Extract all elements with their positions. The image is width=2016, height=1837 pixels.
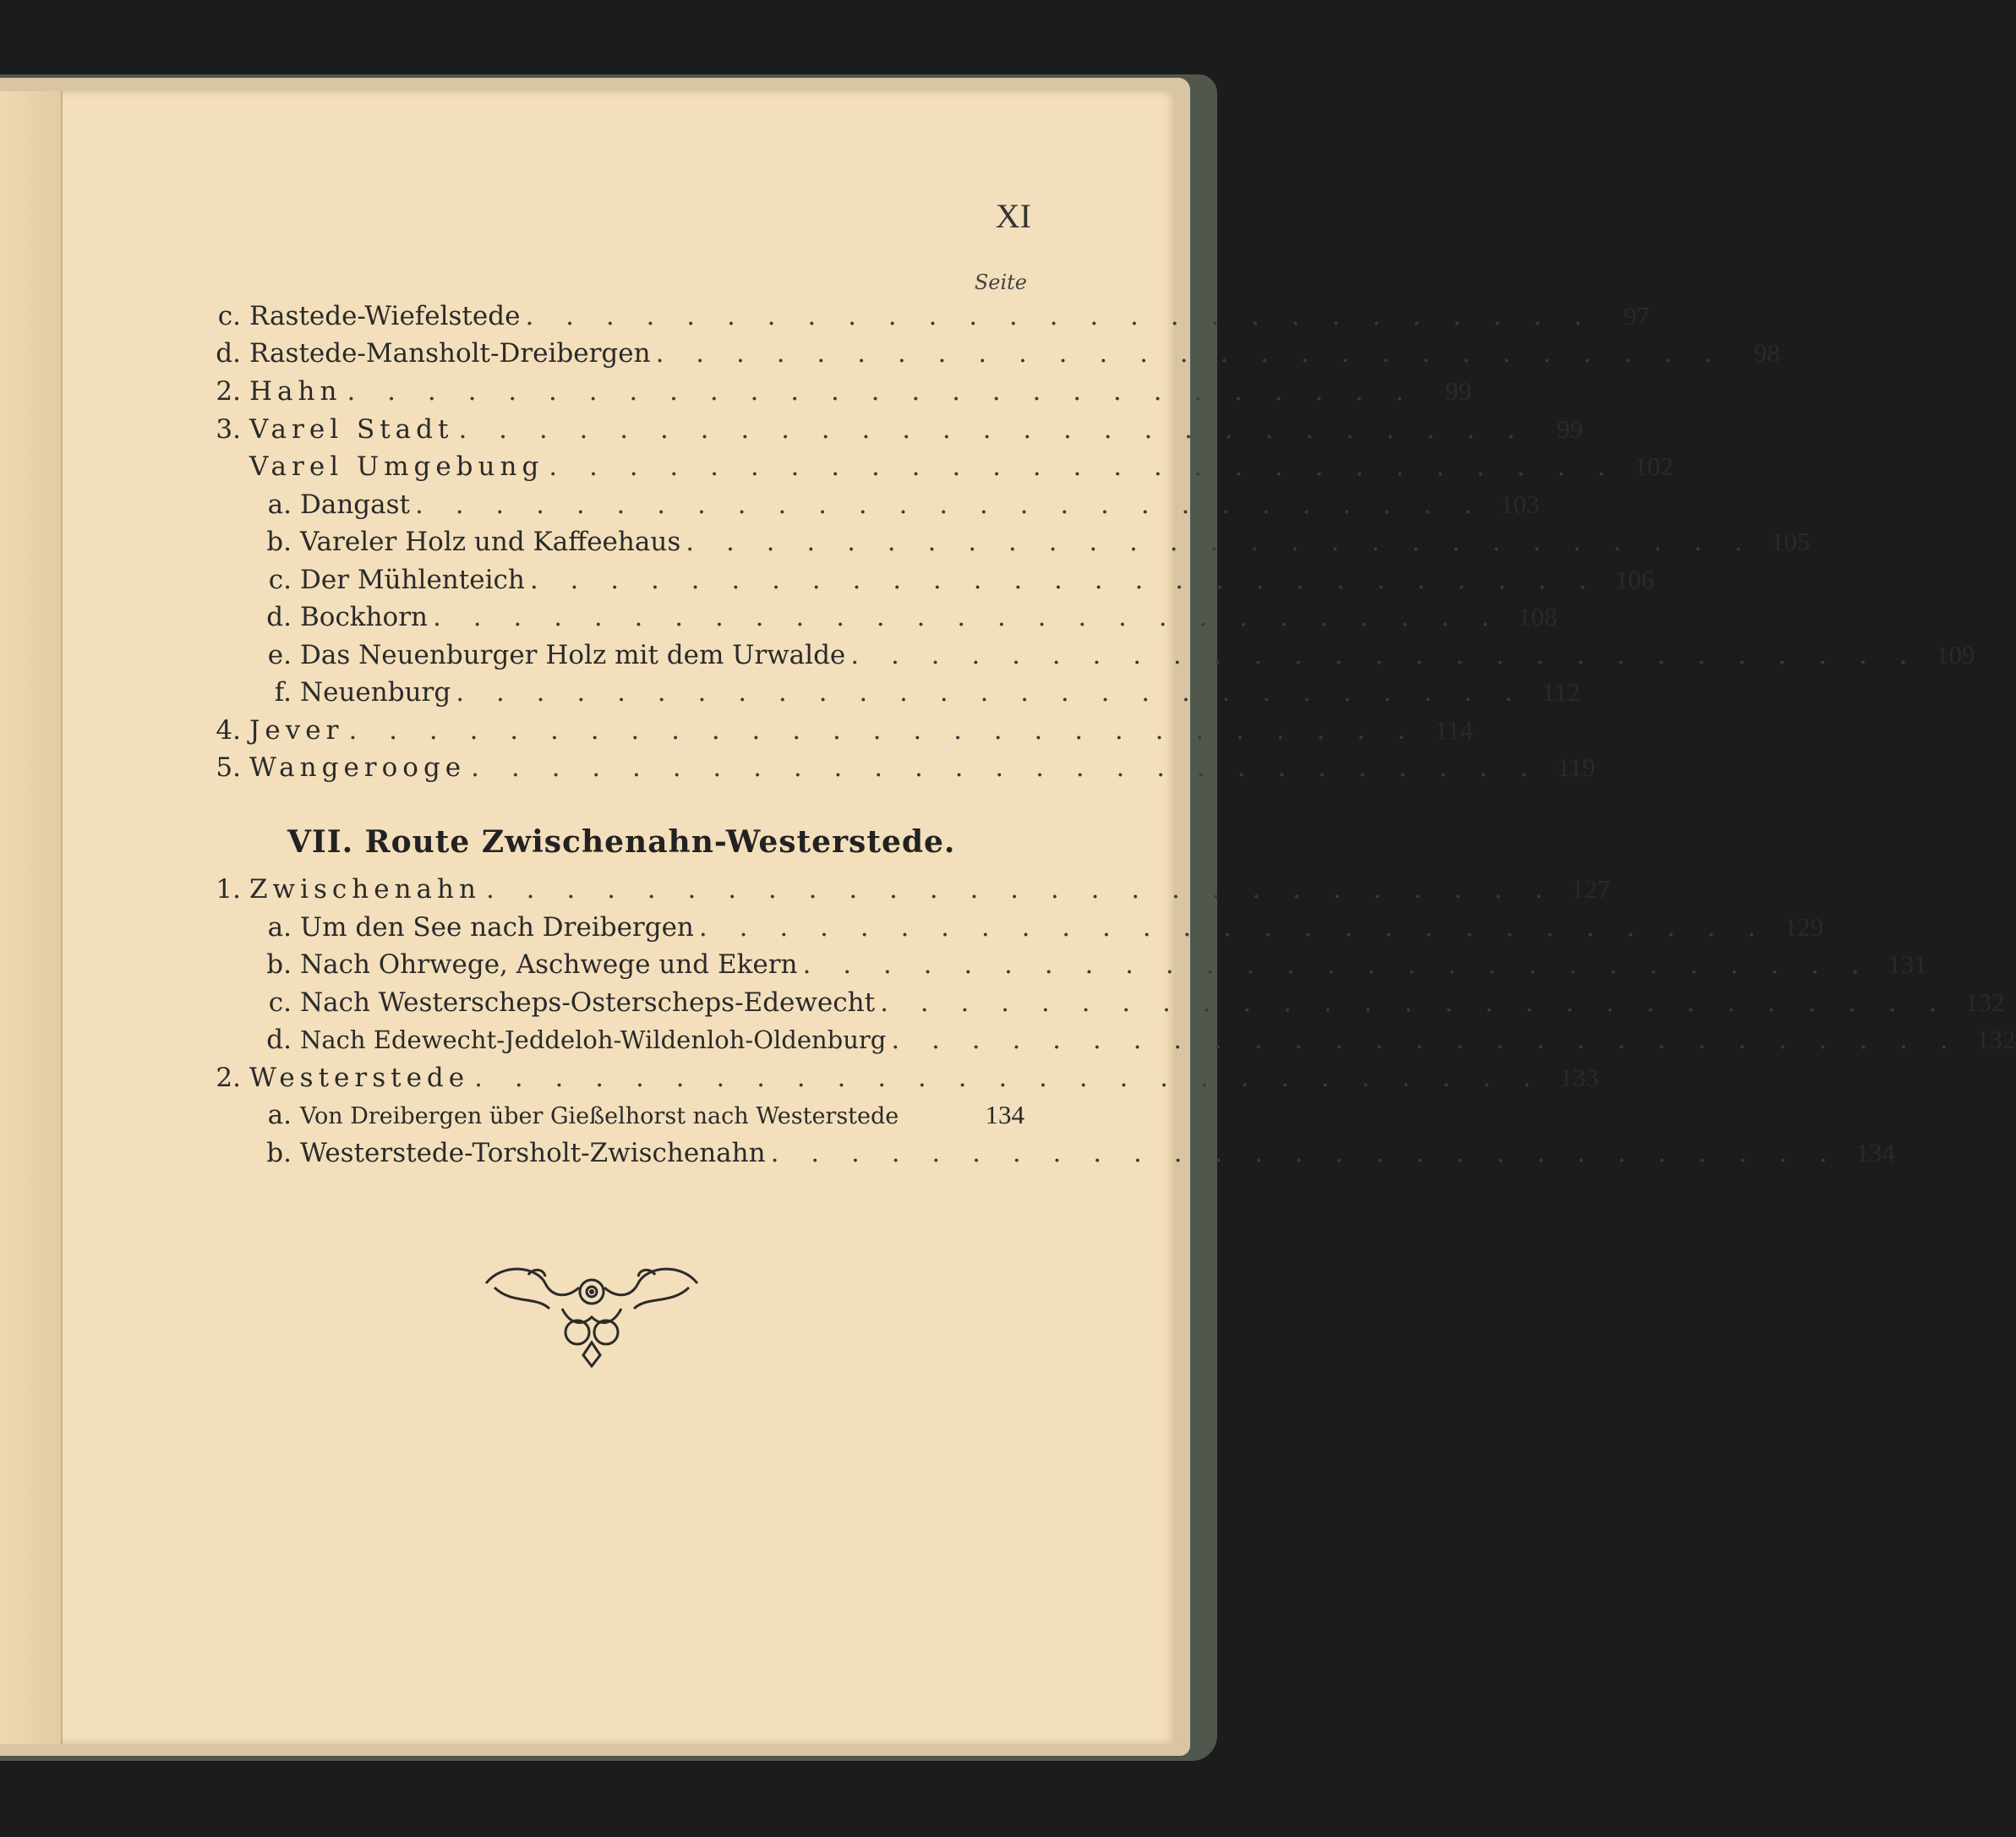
entry-page: 114 <box>1434 715 1473 745</box>
entry-label: Jever <box>249 715 344 746</box>
entry-number: 2. <box>216 1063 241 1093</box>
entry-page: 99 <box>1556 414 1583 444</box>
entry-label: Hahn <box>249 376 342 407</box>
leader-dots: . . . . . . . . . . . . . . . . . . . . . . . . . . . <box>770 1138 1839 1168</box>
leader-dots: . . . . . . . . . . . . . . . . . . . . . . . . . . . <box>474 1063 1543 1093</box>
entry-number: f. <box>274 677 292 708</box>
leader-dots: . . . . . . . . . . . . . . . . . . . . . . . . . . . <box>686 527 1755 557</box>
entry-number: 4. <box>216 715 241 746</box>
entry-number: d. <box>266 602 292 632</box>
leader-dots: . . . . . . . . . . . . . . . . . . . . . . . . . . . <box>655 338 1724 369</box>
entry-label: Das Neuenburger Holz mit dem Urwalde <box>300 640 846 670</box>
entry-number: d. <box>266 1025 292 1055</box>
entry-page: 99 <box>1445 376 1472 406</box>
entry-page: 109 <box>1936 640 1975 670</box>
entry-label: Nach Ohrwege, Aschwege und Ekern <box>300 949 798 980</box>
facing-page-edge <box>0 91 63 1744</box>
entry-page: 102 <box>1634 451 1674 481</box>
toc-entry <box>254 640 1975 677</box>
entry-page: 132 <box>1976 1025 2016 1054</box>
entry-label: Dangast <box>300 489 410 520</box>
toc-entry <box>254 912 1824 949</box>
leader-dots: . . . . . . . . . . . . . . . . . . . . . . . . . . . <box>802 949 1871 980</box>
leader-dots: . . . . . . . . . . . . . . . . . . . . . . . . . . . <box>698 912 1768 943</box>
entry-number: c. <box>268 987 292 1018</box>
leader-dots: . . . . . . . . . . . . . . . . . . . . . . . . . . . <box>525 301 1594 331</box>
entry-number: a. <box>267 912 292 943</box>
leader-dots: . . . . . . . . . . . . . . . . . . . . . . . . . . . <box>880 987 1949 1018</box>
toc-entry <box>254 949 1927 987</box>
entry-number: b. <box>266 1138 292 1168</box>
toc-entry <box>203 715 1473 752</box>
leader-dots: . . . . . . . . . . . . . . . . . . . . . . . . . . . <box>529 565 1599 595</box>
entry-number: 3. <box>216 414 241 445</box>
entry-number: a. <box>267 1100 292 1130</box>
entry-label: Rastede-Mansholt-Dreibergen <box>249 338 651 369</box>
column-header-seite: Seite <box>974 271 1027 294</box>
entry-number: d. <box>216 338 241 369</box>
toc-entry <box>203 1063 1599 1100</box>
section-heading: VII. Route Zwischenahn-Westerstede. <box>287 824 956 860</box>
toc-entry <box>254 602 1558 639</box>
entry-label: Varel Umgebung <box>249 451 544 482</box>
entry-page: 133 <box>1559 1063 1599 1092</box>
entry-page: 105 <box>1771 527 1811 556</box>
entry-label: Westerstede <box>249 1063 470 1093</box>
entry-label: Rastede-Wiefelstede <box>249 301 521 331</box>
entry-label: Der Mühlenteich <box>300 565 525 595</box>
page-number: XI <box>995 197 1031 235</box>
entry-label: Varel Stadt <box>249 414 454 445</box>
entry-page: 131 <box>1888 949 1927 979</box>
toc-entry <box>254 489 1540 527</box>
entry-label: Von Dreibergen über Gießelhorst nach Westerstede <box>300 1103 899 1129</box>
entry-page: 106 <box>1614 565 1655 594</box>
entry-label: Bockhorn <box>300 602 429 632</box>
entry-page: 127 <box>1571 874 1611 904</box>
leader-dots: . . . . . . . . . . . . . . . . . . . . . . . . . . . <box>433 602 1502 632</box>
floral-vignette-icon <box>478 1258 706 1371</box>
leader-dots: . . . . . . . . . . . . . . . . . . . . . . . . . . . <box>415 489 1484 520</box>
leader-dots: . . . . . . . . . . . . . . . . . . . . . . . . . . . <box>347 376 1416 407</box>
entry-page: 134 <box>1855 1138 1895 1167</box>
toc-entry <box>203 414 1583 451</box>
entry-label: Nach Westerscheps-Osterscheps-Edewecht <box>300 987 876 1018</box>
entry-label: Um den See nach Dreibergen <box>300 912 694 943</box>
entry-label: Vareler Holz und Kaffeehaus <box>300 527 681 557</box>
toc-entry <box>254 1138 1895 1175</box>
toc-entry <box>254 527 1811 564</box>
leader-dots: . . . . . . . . . . . . . . . . . . . . . . . . . . . <box>458 414 1527 445</box>
entry-number: c. <box>268 565 292 595</box>
entry-number: 2. <box>216 376 241 407</box>
leader-dots: . . . . . . . . . . . . . . . . . . . . . . . . . . . <box>549 451 1618 482</box>
toc-entry <box>203 376 1472 413</box>
toc-entry <box>203 752 1596 790</box>
entry-page: 129 <box>1784 912 1824 942</box>
toc-entry <box>203 301 1650 338</box>
toc-entry <box>254 677 1581 714</box>
toc-entry <box>254 987 2005 1025</box>
entry-number: e. <box>267 640 292 670</box>
leader-dots: . . . . . . . . . . . . . . . . . . . . . . . . . . . <box>348 715 1418 746</box>
entry-label: Wangerooge <box>249 752 467 783</box>
entry-label: Zwischenahn <box>249 874 481 905</box>
leader-dots: . . . . . . . . . . . . . . . . . . . . . . . . . . . <box>456 677 1525 708</box>
toc-entry <box>203 874 1611 911</box>
entry-number: b. <box>266 949 292 980</box>
entry-page: 108 <box>1517 602 1558 631</box>
leader-dots: . . . . . . . . . . . . . . . . . . . . . . . . . . . <box>471 752 1540 783</box>
leader-dots: . . . . . . . . . . . . . . . . . . . . . . . . . . . <box>891 1025 1960 1055</box>
entry-page: 98 <box>1753 338 1780 368</box>
entry-page: 97 <box>1623 301 1650 331</box>
toc-entry <box>203 451 1674 489</box>
toc-entry <box>254 1025 2016 1062</box>
entry-label: Nach Edewecht-Jeddeloh-Wildenloh-Oldenburg <box>300 1025 887 1054</box>
entry-page: 112 <box>1542 677 1581 707</box>
entry-page: 134 <box>985 1100 1024 1129</box>
toc-entry <box>254 565 1655 602</box>
entry-label: Westerstede-Torsholt-Zwischenahn <box>300 1138 766 1168</box>
entry-page: 119 <box>1557 752 1596 782</box>
entry-number: 1. <box>216 874 241 905</box>
entry-number: 5. <box>216 752 241 783</box>
entry-number: b. <box>266 527 292 557</box>
leader-dots: . . . . . . . . . . . . . . . . . . . . . . . . . . . <box>485 874 1555 905</box>
entry-page: 103 <box>1500 489 1540 519</box>
entry-number: a. <box>267 489 292 520</box>
leader-dots: . . . . . . . . . . . . . . . . . . . . . . . . . . . <box>850 640 1920 670</box>
entry-number: c. <box>217 301 241 331</box>
entry-label: Neuenburg <box>300 677 451 708</box>
toc-entry <box>203 338 1780 375</box>
toc-entry <box>254 1100 1024 1137</box>
entry-page: 132 <box>1964 987 2005 1017</box>
